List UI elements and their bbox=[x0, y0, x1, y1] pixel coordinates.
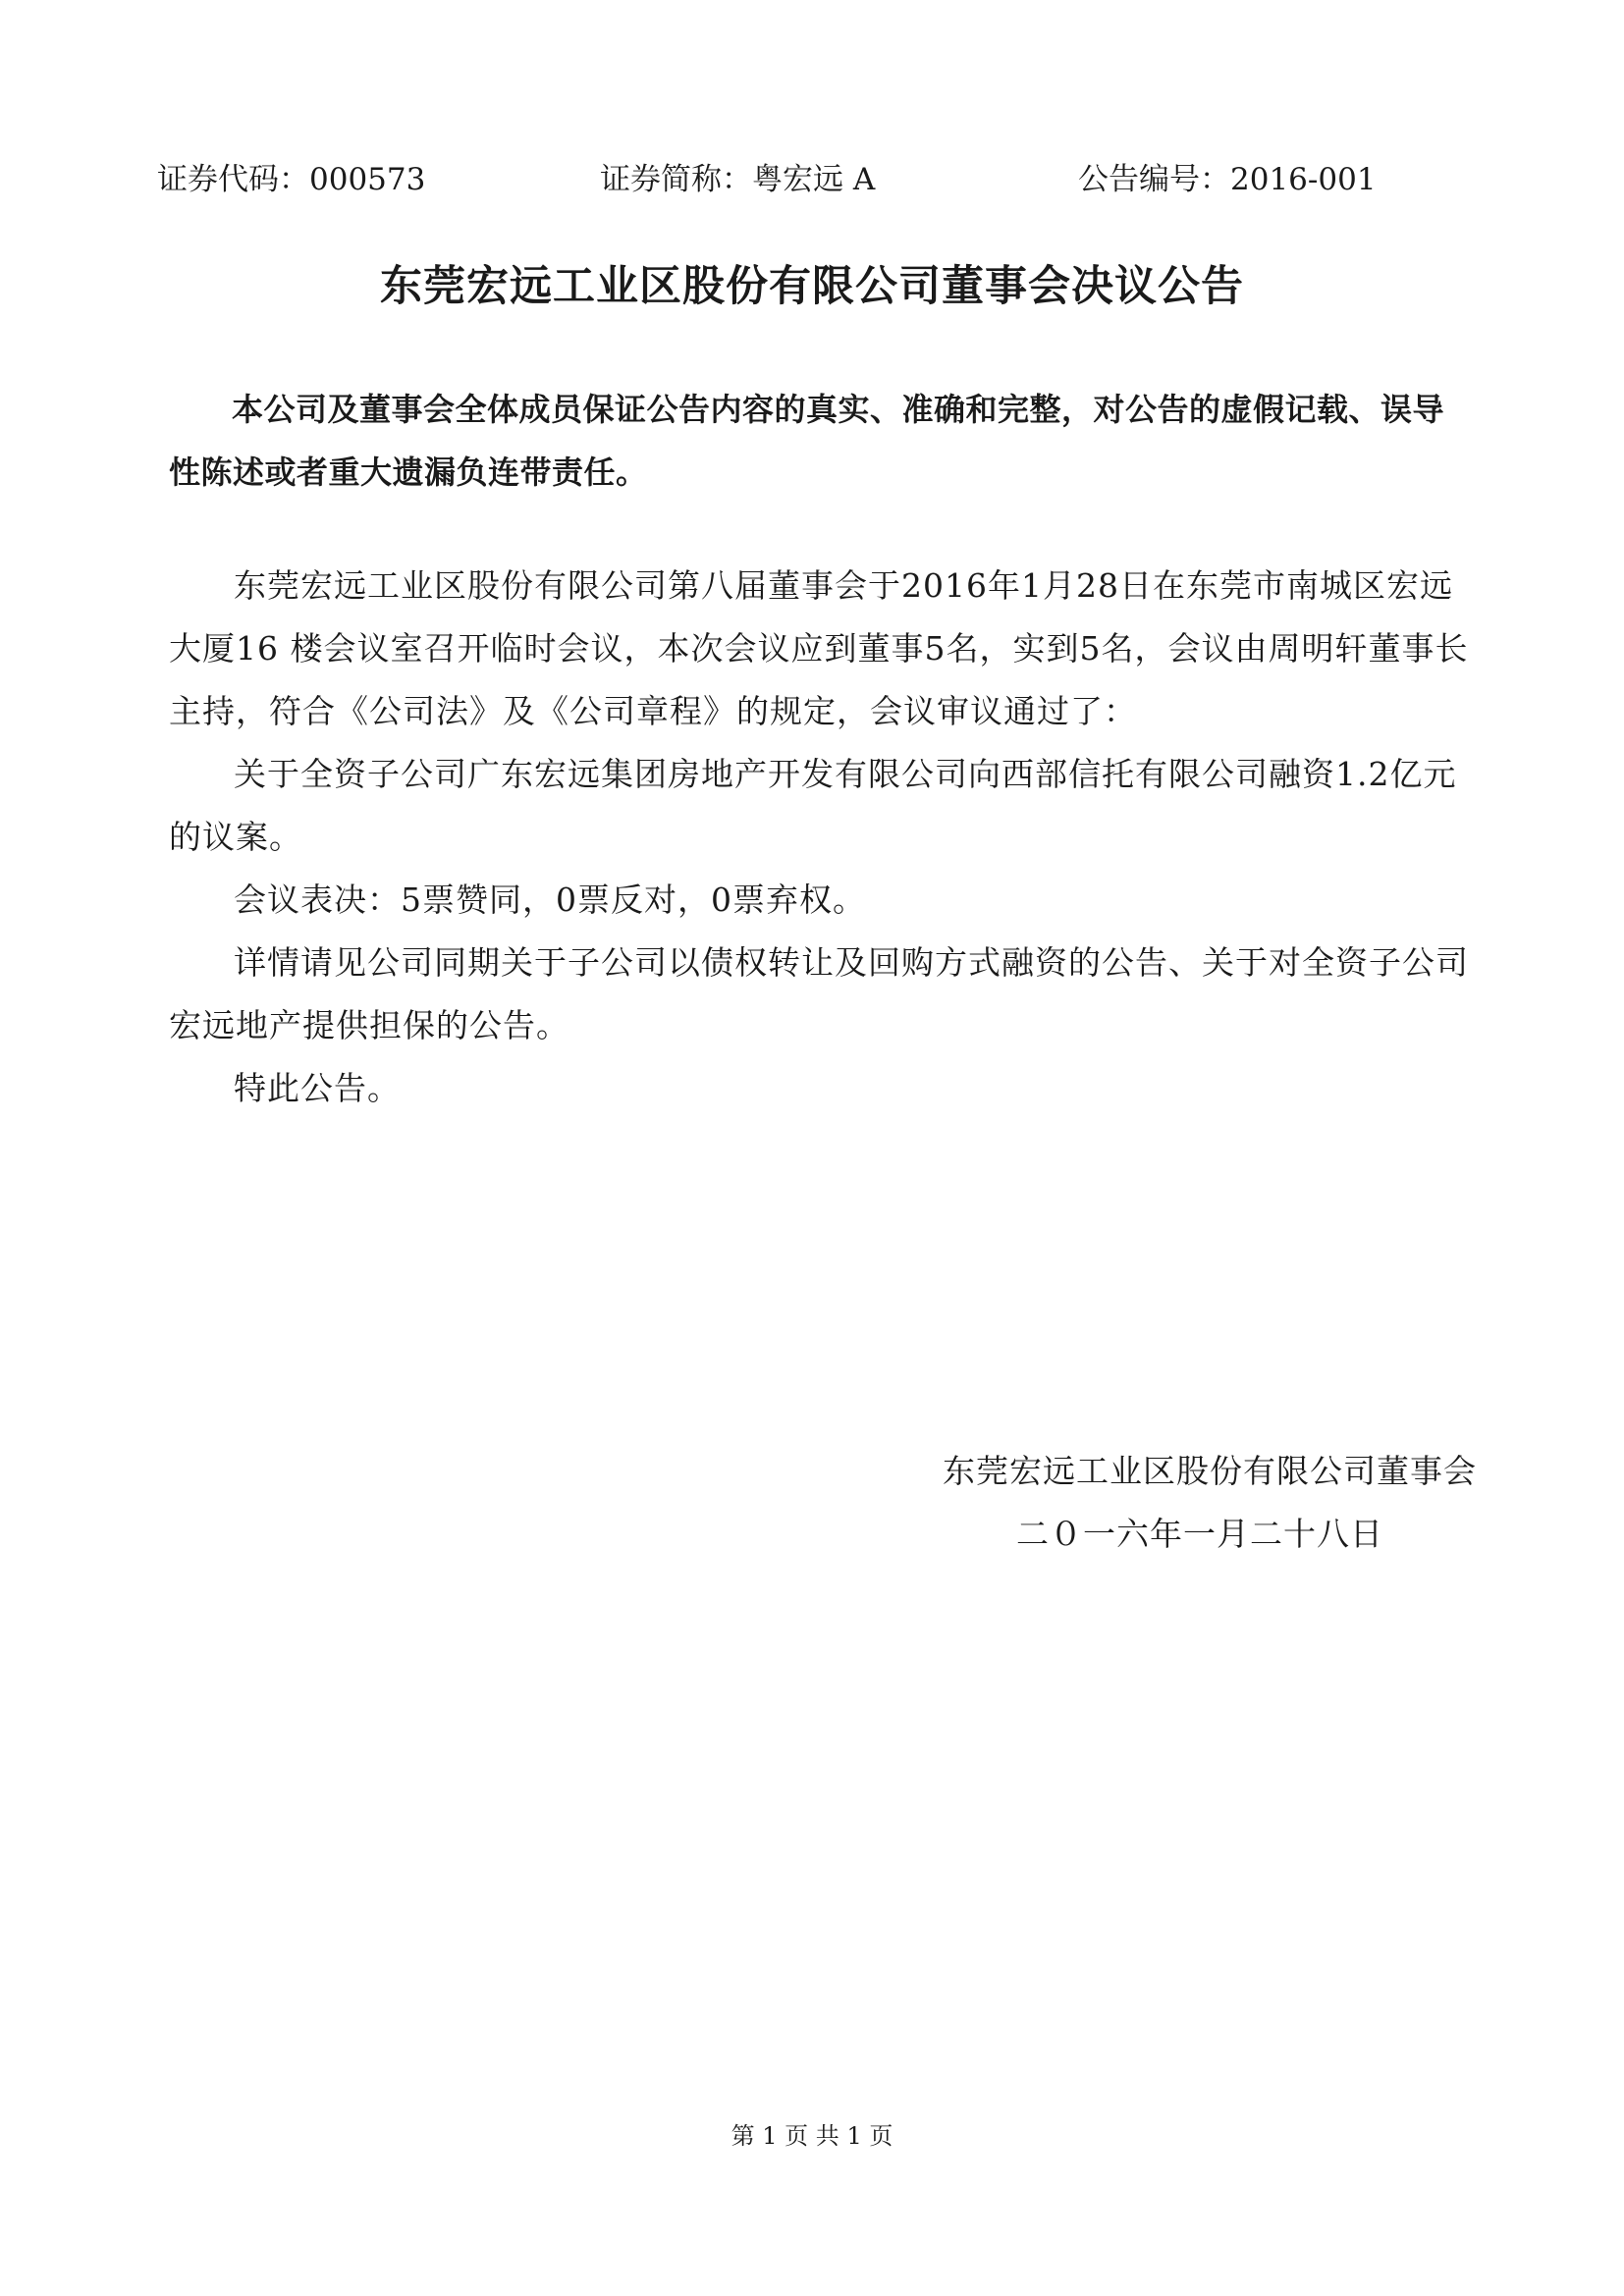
page-footer: 第 1 页 共 1 页 bbox=[731, 2122, 893, 2150]
body-paragraph-details: 详情请见公司同期关于子公司以债权转让及回购方式融资的公告、关于对全资子公司宏远地产提供担保的公告。 bbox=[169, 943, 1469, 1044]
document-header bbox=[0, 155, 1624, 204]
signature-organization: 东莞宏远工业区股份有限公司董事会 bbox=[943, 1452, 1477, 1490]
body-paragraph-meeting: 东莞宏远工业区股份有限公司第八届董事会于2016年1月28日在东莞市南城区宏远大厦16 楼会议室召开临时会议，本次会议应到董事5名，实到5名，会议由周明轩董事长主持，符合《公司法》及《公司章程》的规定，会议审议通过了： bbox=[169, 566, 1469, 730]
announcement-number: 公告编号：2016-001 bbox=[1078, 162, 1377, 197]
security-abbreviation: 证券简称：粤宏远 A bbox=[600, 162, 876, 197]
document-body bbox=[169, 555, 1485, 1120]
responsibility-statement: 本公司及董事会全体成员保证公告内容的真实、准确和完整，对公告的虚假记载、误导性陈述或者重大遗漏负连带责任。 bbox=[169, 391, 1445, 491]
body-paragraph-vote: 会议表决：5票赞同，0票反对，0票弃权。 bbox=[234, 881, 866, 919]
signature-block bbox=[789, 1440, 1477, 1566]
security-code: 证券代码：000573 bbox=[157, 162, 426, 197]
signature-date: 二０一六年一月二十八日 bbox=[1016, 1515, 1383, 1553]
document-title: 东莞宏远工业区股份有限公司董事会决议公告 bbox=[380, 262, 1244, 311]
body-paragraph-closing: 特此公告。 bbox=[234, 1069, 401, 1107]
body-paragraph-proposal: 关于全资子公司广东宏远集团房地产开发有限公司向西部信托有限公司融资1.2亿元的议案。 bbox=[169, 755, 1457, 856]
